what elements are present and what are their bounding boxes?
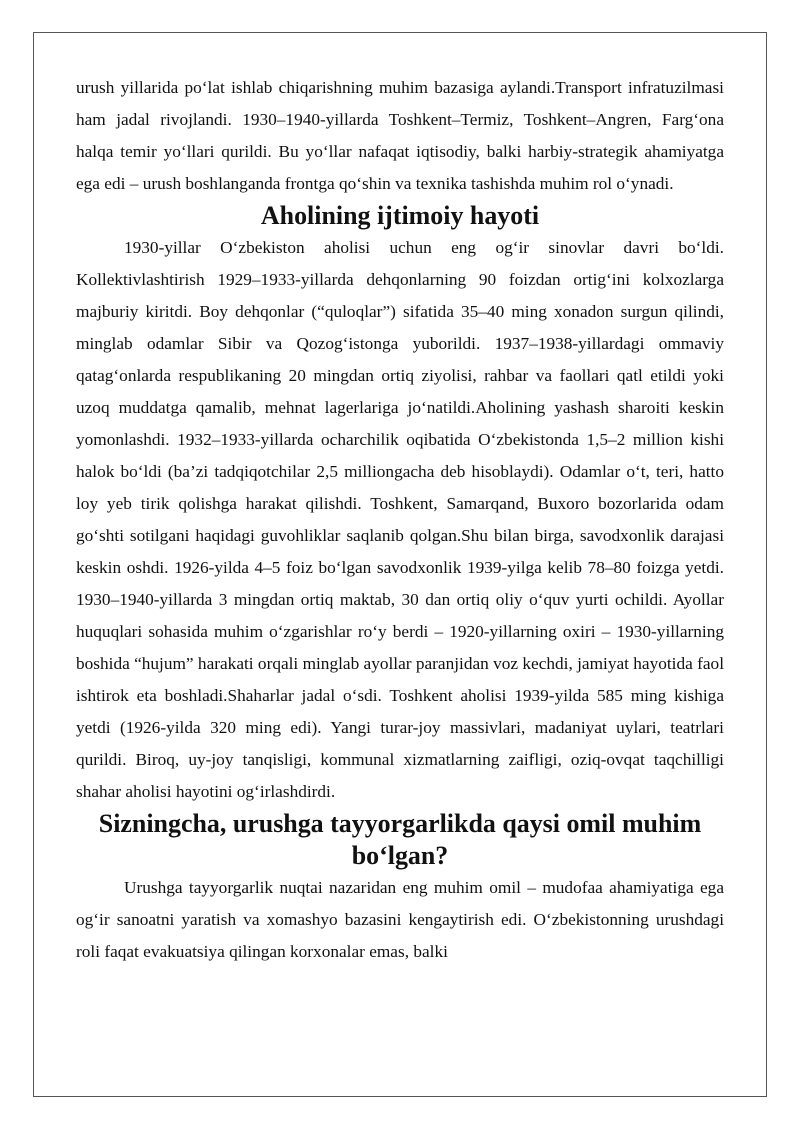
paragraph-intro: urush yillarida po‘lat ishlab chiqarishning muhim bazasiga aylandi.Transport infratuzilmasi ham jadal rivojlandi. 1930–1940-yillarda Toshkent–Termiz, Toshkent–Angren, Farg‘ona halqa temir yo‘llari qurildi. Bu yo‘llar nafaqat iqtisodiy, balki harbiy-strategik ahamiyatga ega edi – urush boshlanganda frontga qo‘shin va texnika tashishda muhim rol o‘ynadi. (76, 78, 724, 193)
document-body (76, 72, 724, 968)
paragraph-social-life: 1930-yillar O‘zbekiston aholisi uchun eng og‘ir sinovlar davri bo‘ldi. Kollektivlashtirish 1929–1933-yillarda dehqonlarning 90 foizdan ortig‘ini kolxozlarga majburiy kiritdi. Boy dehqonlar (“quloqlar”) sifatida 35–40 ming xonadon surgun qilindi, minglab odamlar Sibir va Qozog‘istonga yuborildi. 1937–1938-yillardagi ommaviy qatag‘onlarda respublikaning 20 mingdan ortiq ziyolisi, rahbar va faollari qatl etildi yoki uzoq muddatga qamalib, mehnat lagerlariga jo‘natildi.Aholining yashash sharoiti keskin yomonlashdi. 1932–1933-yillarda ocharchilik oqibatida O‘zbekistonda 1,5–2 million kishi halok bo‘ldi (ba’zi tadqiqotchilar 2,5 milliongacha deb hisoblaydi). Odamlar o‘t, teri, hatto loy yeb tirik qolishga harakat qilishdi. Toshkent, Samarqand, Buxoro bozorlarida odam go‘shti sotilgani haqidagi guvohliklar saqlanib qolgan.Shu bilan birga, savodxonlik darajasi keskin oshdi. 1926-yilda 4–5 foiz bo‘lgan savodxonlik 1939-yilga kelib 78–80 foizga yetdi. 1930–1940-yillarda 3 mingdan ortiq maktab, 30 dan ortiq oliy o‘quv yurti ochildi. Ayollar huquqlari sohasida muhim o‘zgarishlar ro‘y berdi – 1920-yillarning oxiri – 1930-yillarning boshida “hujum” harakati orqali minglab ayollar paranjidan voz kechdi, jamiyat hayotida faol ishtirok eta boshladi.Shaharlar jadal o‘sdi. Toshkent aholisi 1939-yilda 585 ming kishiga yetdi (1926-yilda 320 ming edi). Yangi turar-joy massivlari, madaniyat uylari, teatrlari qurildi. Biroq, uy-joy tanqisligi, kommunal xizmatlarning zaifligi, oziq-ovqat taqchilligi shahar aholisi hayotini og‘irlashdirdi. (76, 238, 724, 801)
paragraph-answer: Urushga tayyorgarlik nuqtai nazaridan eng muhim omil – mudofaa ahamiyatiga ega og‘ir sanoatni yaratish va xomashyo bazasini kengaytirish edi. O‘zbekistonning urushdagi roli faqat evakuatsiya qilingan korxonalar emas, balki (76, 878, 724, 961)
section-heading-question: Sizningcha, urushga tayyorgarlikda qaysi omil muhim bo‘lgan? (98, 809, 702, 870)
section-heading-social-life: Aholining ijtimoiy hayoti (260, 201, 540, 230)
